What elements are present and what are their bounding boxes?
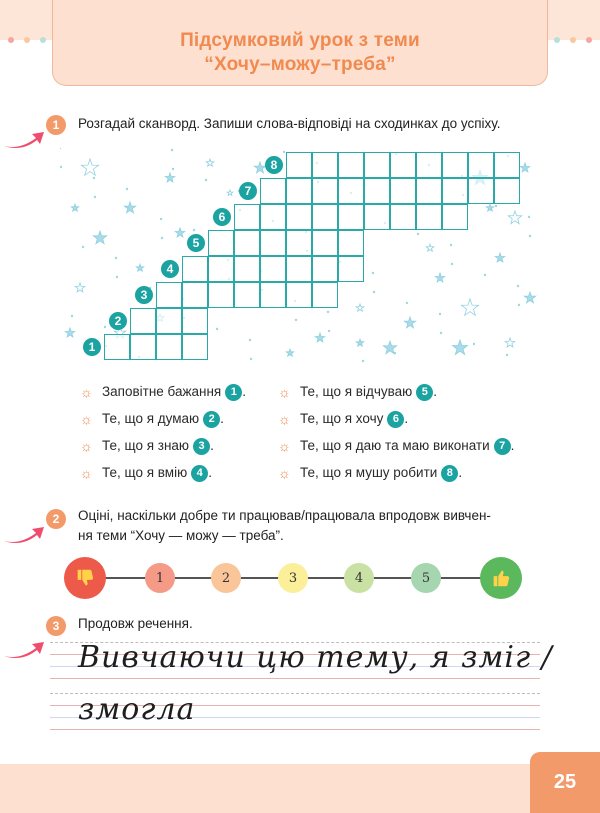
clue-suffix: . bbox=[458, 465, 463, 480]
crossword-cell[interactable] bbox=[182, 256, 208, 282]
clue-item-8 bbox=[278, 463, 462, 483]
clue-suffix: . bbox=[433, 384, 438, 399]
crossword-number-5: 5 bbox=[187, 234, 205, 252]
crossword-cell[interactable] bbox=[208, 282, 234, 308]
clue-number: 7 bbox=[494, 438, 511, 455]
crossword-cell[interactable] bbox=[234, 256, 260, 282]
crossword-cell[interactable] bbox=[182, 334, 208, 360]
sun-bullet-icon: ☼ bbox=[80, 438, 93, 454]
clue-number: 3 bbox=[193, 438, 210, 455]
crossword-number-1: 1 bbox=[83, 338, 101, 356]
crossword-cell[interactable] bbox=[390, 204, 416, 230]
crossword-cell[interactable] bbox=[260, 230, 286, 256]
crossword-cell[interactable] bbox=[130, 334, 156, 360]
lesson-title-box bbox=[52, 0, 548, 86]
crossword-cell[interactable] bbox=[156, 308, 182, 334]
task-1-badge: 1 bbox=[46, 115, 66, 135]
crossword-cell[interactable] bbox=[260, 204, 286, 230]
crossword-cell[interactable] bbox=[312, 282, 338, 308]
clue-number: 4 bbox=[191, 465, 208, 482]
crossword-cell[interactable] bbox=[312, 152, 338, 178]
clue-item-6 bbox=[278, 409, 408, 429]
sun-bullet-icon: ☼ bbox=[80, 384, 93, 400]
crossword-cell[interactable] bbox=[286, 204, 312, 230]
crossword-cell[interactable] bbox=[364, 204, 390, 230]
clue-item-3 bbox=[80, 436, 214, 456]
rating-point-4[interactable]: 4 bbox=[344, 563, 374, 593]
sun-bullet-icon: ☼ bbox=[80, 411, 93, 427]
crossword-cell[interactable] bbox=[234, 282, 260, 308]
crossword-cell[interactable] bbox=[442, 152, 468, 178]
thumbs-down-icon[interactable] bbox=[64, 557, 106, 599]
sun-bullet-icon: ☼ bbox=[278, 438, 291, 454]
crossword-cell[interactable] bbox=[260, 178, 286, 204]
crossword-cell[interactable] bbox=[390, 178, 416, 204]
sun-bullet-icon: ☼ bbox=[278, 411, 291, 427]
crossword-number-7: 7 bbox=[239, 182, 257, 200]
crossword-cell[interactable] bbox=[364, 178, 390, 204]
crossword-cell[interactable] bbox=[468, 178, 494, 204]
crossword-cell[interactable] bbox=[390, 152, 416, 178]
crossword-cell[interactable] bbox=[442, 204, 468, 230]
rating-point-3[interactable]: 3 bbox=[278, 563, 308, 593]
clue-number: 6 bbox=[387, 411, 404, 428]
clue-item-2 bbox=[80, 409, 224, 429]
crossword-cell[interactable] bbox=[260, 282, 286, 308]
clue-text: Те, що я відчуваю bbox=[300, 384, 413, 399]
task-3-badge: 3 bbox=[46, 616, 66, 636]
clue-text: Те, що я мушу робити bbox=[300, 465, 438, 480]
sun-bullet-icon: ☼ bbox=[278, 384, 291, 400]
pointer-arrow-icon bbox=[2, 523, 46, 547]
handwritten-answer-line1: Вивчаючи цю тему, я зміг / bbox=[78, 640, 553, 675]
crossword-cell[interactable] bbox=[338, 178, 364, 204]
page-number: 25 bbox=[530, 752, 600, 813]
crossword-cell[interactable] bbox=[494, 178, 520, 204]
lesson-title-line1: Підсумковий урок з теми bbox=[180, 30, 420, 51]
crossword-cell[interactable] bbox=[286, 230, 312, 256]
clue-text: Те, що я знаю bbox=[102, 438, 190, 453]
crossword-cell[interactable] bbox=[416, 152, 442, 178]
clue-number: 8 bbox=[441, 465, 458, 482]
clue-text: Заповітне бажання bbox=[102, 384, 222, 399]
clue-suffix: . bbox=[220, 411, 224, 426]
handwritten-answer-line2: змогла bbox=[78, 692, 196, 727]
task-2-text-line1: Оціні, наскільки добре ти працював/працювала впродовж вивчен- bbox=[78, 508, 491, 523]
crossword-cell[interactable] bbox=[208, 230, 234, 256]
crossword-cell[interactable] bbox=[468, 152, 494, 178]
clue-suffix: . bbox=[510, 438, 515, 453]
crossword-cell[interactable] bbox=[260, 256, 286, 282]
rating-point-1[interactable]: 1 bbox=[145, 563, 175, 593]
crossword-cell[interactable] bbox=[104, 334, 130, 360]
crossword-cell[interactable] bbox=[286, 256, 312, 282]
sun-bullet-icon: ☼ bbox=[80, 465, 93, 481]
clue-suffix: . bbox=[210, 438, 214, 453]
crossword-cell[interactable] bbox=[286, 152, 312, 178]
rating-point-2[interactable]: 2 bbox=[211, 563, 241, 593]
clue-text: Те, що я думаю bbox=[102, 411, 200, 426]
clue-number: 2 bbox=[203, 411, 220, 428]
crossword-cell[interactable] bbox=[338, 204, 364, 230]
crossword-number-4: 4 bbox=[161, 260, 179, 278]
clue-suffix: . bbox=[208, 465, 212, 480]
crossword-number-8: 8 bbox=[265, 156, 283, 174]
sun-bullet-icon: ☼ bbox=[278, 465, 291, 481]
crossword-number-2: 2 bbox=[109, 312, 127, 330]
clue-text: Те, що я даю та маю виконати bbox=[300, 438, 490, 453]
clue-text: Те, що я вмію bbox=[102, 465, 188, 480]
crossword-number-3: 3 bbox=[135, 286, 153, 304]
task-3-text: Продовж речення. bbox=[78, 616, 193, 631]
clue-item-5 bbox=[278, 382, 437, 402]
crossword-cell[interactable] bbox=[286, 282, 312, 308]
thumbs-up-icon[interactable] bbox=[480, 557, 522, 599]
crossword-cell[interactable] bbox=[338, 230, 364, 256]
crossword-cell[interactable] bbox=[312, 230, 338, 256]
crossword-cell[interactable] bbox=[364, 152, 390, 178]
crossword-cell[interactable] bbox=[494, 152, 520, 178]
crossword-cell[interactable] bbox=[182, 308, 208, 334]
lesson-title-line2: “Хочу–можу–треба” bbox=[204, 54, 396, 75]
crossword-cell[interactable] bbox=[338, 152, 364, 178]
clue-item-4 bbox=[80, 463, 212, 483]
crossword-cell[interactable] bbox=[312, 256, 338, 282]
crossword-cell[interactable] bbox=[312, 204, 338, 230]
clue-item-1 bbox=[80, 382, 246, 402]
crossword-cell[interactable] bbox=[338, 256, 364, 282]
clue-item-7 bbox=[278, 436, 514, 456]
rating-point-5[interactable]: 5 bbox=[411, 563, 441, 593]
crossword-cell[interactable] bbox=[182, 282, 208, 308]
crossword-cell[interactable] bbox=[416, 178, 442, 204]
task-2-badge: 2 bbox=[46, 509, 66, 529]
crossword-cell[interactable] bbox=[442, 178, 468, 204]
crossword-cell[interactable] bbox=[312, 178, 338, 204]
footer-background bbox=[0, 764, 600, 813]
crossword-number-6: 6 bbox=[213, 208, 231, 226]
crossword-cell[interactable] bbox=[130, 308, 156, 334]
crossword-cell[interactable] bbox=[208, 256, 234, 282]
crossword-cell[interactable] bbox=[286, 178, 312, 204]
crossword-cell[interactable] bbox=[156, 282, 182, 308]
crossword-cell[interactable] bbox=[234, 204, 260, 230]
crossword-cell[interactable] bbox=[416, 204, 442, 230]
crossword-cell[interactable] bbox=[156, 334, 182, 360]
task-2-text-line2: ня теми “Хочу — можу — треба”. bbox=[78, 528, 284, 543]
clue-text: Те, що я хочу bbox=[300, 411, 384, 426]
crossword-cell[interactable] bbox=[234, 230, 260, 256]
clue-number: 1 bbox=[225, 384, 242, 401]
pointer-arrow-icon bbox=[2, 128, 46, 152]
clue-number: 5 bbox=[416, 384, 433, 401]
clue-suffix: . bbox=[242, 384, 247, 399]
task-1-text: Розгадай сканворд. Запиши слова-відповіді на сходинках до успіху. bbox=[78, 116, 501, 131]
pointer-arrow-icon bbox=[2, 638, 46, 662]
clue-suffix: . bbox=[404, 411, 409, 426]
